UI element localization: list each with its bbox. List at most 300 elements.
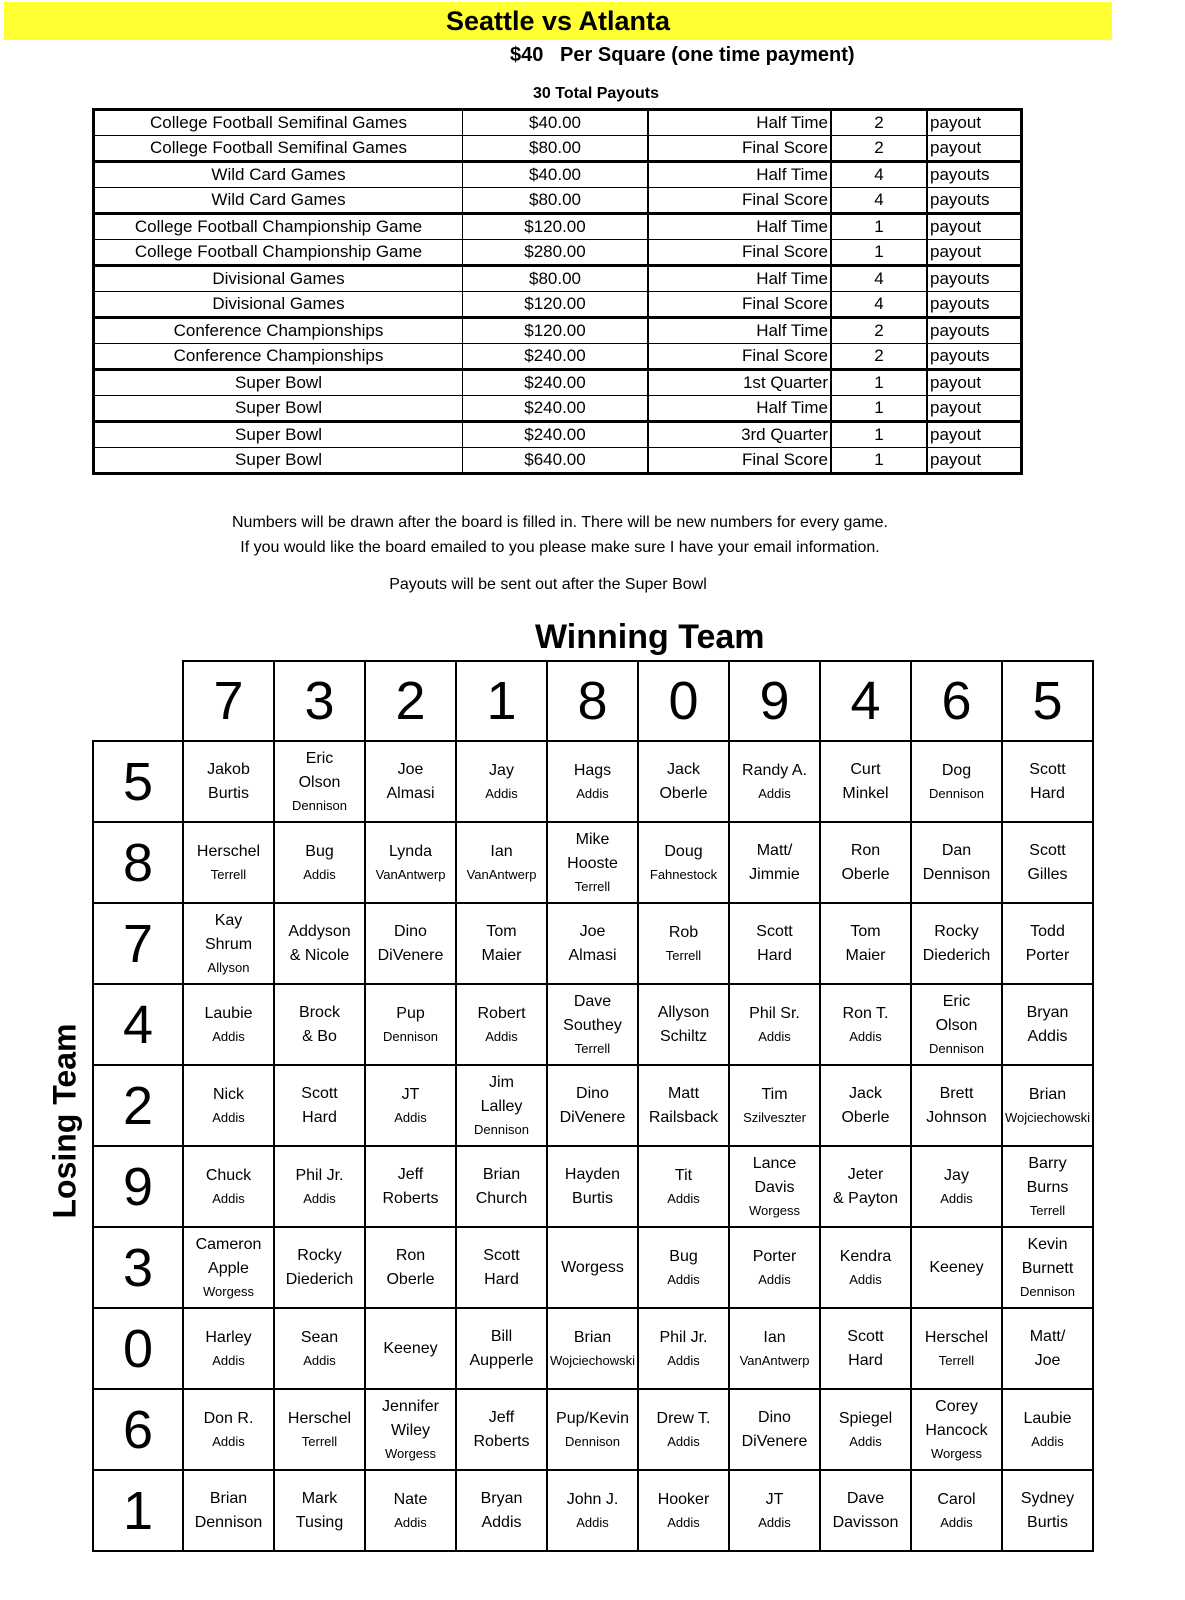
- square-name: Ron: [850, 841, 881, 859]
- square-name: Porter: [752, 1247, 797, 1265]
- payout-amount: $80.00: [463, 188, 649, 214]
- square[interactable]: [638, 1308, 729, 1389]
- square-name: Sydney: [1020, 1489, 1075, 1507]
- square-name: Hard: [302, 1108, 337, 1126]
- square-name: Carol: [937, 1490, 976, 1508]
- square[interactable]: [456, 903, 547, 984]
- square[interactable]: [183, 1470, 274, 1551]
- payout-game: Wild Card Games: [94, 162, 463, 188]
- square-name: Addis: [481, 1513, 522, 1531]
- board-row: [93, 903, 1093, 984]
- square-family: Addis: [667, 1514, 700, 1530]
- title-banner: [4, 2, 1112, 40]
- square-name: & Bo: [302, 1027, 337, 1045]
- square[interactable]: [365, 1389, 456, 1470]
- square-name: Jack: [667, 760, 700, 778]
- square-family: Addis: [849, 1433, 882, 1449]
- square[interactable]: [274, 984, 365, 1065]
- square-family: Addis: [485, 1028, 518, 1044]
- square-name: Hard: [848, 1351, 883, 1369]
- square[interactable]: [1002, 741, 1093, 822]
- square[interactable]: [729, 903, 820, 984]
- payout-row: [94, 240, 1022, 266]
- row-number: 8: [93, 822, 183, 903]
- square[interactable]: [911, 984, 1002, 1065]
- square[interactable]: [365, 1470, 456, 1551]
- square-family: Terrell: [301, 1433, 338, 1449]
- square-name: Robert: [477, 1004, 526, 1022]
- square-family: Addis: [303, 866, 336, 882]
- square[interactable]: [183, 984, 274, 1065]
- square-name: John J.: [566, 1490, 619, 1508]
- square-name: DiVenere: [559, 1108, 626, 1126]
- square-family: Allyson: [207, 959, 250, 975]
- square-name: Joe: [1034, 1351, 1061, 1369]
- square-name: JT: [765, 1490, 784, 1508]
- square[interactable]: [820, 1308, 911, 1389]
- square[interactable]: [365, 822, 456, 903]
- payout-when: Final Score: [648, 344, 831, 370]
- square-name: Aupperle: [469, 1351, 534, 1369]
- square-name: Roberts: [382, 1189, 439, 1207]
- payout-game: Conference Championships: [94, 318, 463, 344]
- payout-game: Divisional Games: [94, 292, 463, 318]
- square-name: & Nicole: [289, 946, 350, 964]
- square-family: Addis: [212, 1352, 245, 1368]
- payout-amount: $240.00: [463, 370, 649, 396]
- payout-game: Conference Championships: [94, 344, 463, 370]
- square-name: Phil Jr.: [659, 1328, 708, 1346]
- payout-when: Half Time: [648, 162, 831, 188]
- square[interactable]: [729, 1308, 820, 1389]
- column-number: 3: [274, 661, 365, 741]
- square[interactable]: [547, 1470, 638, 1551]
- square-family: Addis: [667, 1271, 700, 1287]
- square-name: Brock: [299, 1003, 340, 1021]
- square-name: Jim: [489, 1073, 514, 1091]
- square-name: Shrum: [204, 935, 253, 953]
- square-name: Brett: [939, 1084, 974, 1102]
- payout-game: Divisional Games: [94, 266, 463, 292]
- square-name: Oberle: [386, 1270, 435, 1288]
- square[interactable]: [911, 1065, 1002, 1146]
- square-name: Almasi: [386, 784, 435, 802]
- column-number: 4: [820, 661, 911, 741]
- square-family: Terrell: [665, 947, 702, 963]
- square-family: Addis: [849, 1028, 882, 1044]
- square[interactable]: [820, 1227, 911, 1308]
- square[interactable]: [456, 1065, 547, 1146]
- price-amount: $40: [510, 44, 544, 66]
- squares-board: [92, 660, 1094, 1552]
- payout-when: Half Time: [648, 110, 831, 136]
- square[interactable]: [547, 1389, 638, 1470]
- payout-count: 1: [831, 422, 927, 448]
- square[interactable]: [183, 903, 274, 984]
- square-name: Joe: [397, 760, 424, 778]
- board-row: [93, 1389, 1093, 1470]
- square[interactable]: [183, 822, 274, 903]
- square[interactable]: [638, 903, 729, 984]
- losing-team-label: Losing Team: [46, 1023, 83, 1219]
- square-name: Mark: [301, 1489, 338, 1507]
- square[interactable]: [820, 1470, 911, 1551]
- column-number: 2: [365, 661, 456, 741]
- square[interactable]: [1002, 1065, 1093, 1146]
- square[interactable]: [274, 1227, 365, 1308]
- square-family: Addis: [485, 785, 518, 801]
- square[interactable]: [365, 741, 456, 822]
- column-number: 7: [183, 661, 274, 741]
- square-name: Dennison: [922, 865, 991, 883]
- square-name: Southey: [563, 1016, 622, 1034]
- square-name: Phil Jr.: [295, 1166, 344, 1184]
- square-name: Davisson: [832, 1513, 899, 1531]
- square[interactable]: [183, 1308, 274, 1389]
- square[interactable]: [911, 1146, 1002, 1227]
- payout-count: 1: [831, 370, 927, 396]
- square-name: Burtis: [572, 1189, 613, 1207]
- square-name: Brian: [1028, 1085, 1067, 1103]
- payout-when: Half Time: [648, 396, 831, 422]
- payout-count: 2: [831, 136, 927, 162]
- square[interactable]: [274, 1470, 365, 1551]
- square[interactable]: [1002, 1389, 1093, 1470]
- square[interactable]: [456, 741, 547, 822]
- square[interactable]: [820, 1389, 911, 1470]
- payout-game: College Football Championship Game: [94, 240, 463, 266]
- square[interactable]: [638, 1470, 729, 1551]
- payout-amount: $240.00: [463, 396, 649, 422]
- payout-count: 2: [831, 318, 927, 344]
- column-number: 8: [547, 661, 638, 741]
- square-family: VanAntwerp: [739, 1352, 810, 1368]
- square-name: Schiltz: [659, 1027, 708, 1045]
- payout-count: 2: [831, 110, 927, 136]
- square[interactable]: [1002, 822, 1093, 903]
- square-name: Brian: [573, 1328, 612, 1346]
- payout-row: [94, 422, 1022, 448]
- square-family: VanAntwerp: [375, 866, 446, 882]
- square-name: Joe: [579, 922, 606, 940]
- square[interactable]: [911, 822, 1002, 903]
- square[interactable]: [911, 1227, 1002, 1308]
- square[interactable]: [547, 1227, 638, 1308]
- square[interactable]: [183, 1227, 274, 1308]
- square[interactable]: [911, 1389, 1002, 1470]
- square-name: Eric: [942, 992, 971, 1010]
- square[interactable]: [638, 741, 729, 822]
- square-name: Rocky: [934, 922, 979, 940]
- square[interactable]: [547, 1065, 638, 1146]
- page-title: Seattle vs Atlanta: [445, 6, 671, 36]
- square[interactable]: [729, 741, 820, 822]
- payout-amount: $80.00: [463, 266, 649, 292]
- square-name: Allyson: [657, 1003, 710, 1021]
- square-family: Addis: [394, 1109, 427, 1125]
- row-number: 4: [93, 984, 183, 1065]
- square-name: Porter: [1025, 946, 1070, 964]
- payout-when: Final Score: [648, 188, 831, 214]
- square[interactable]: [638, 984, 729, 1065]
- square[interactable]: [729, 1227, 820, 1308]
- square[interactable]: [1002, 984, 1093, 1065]
- square-name: Jeff: [397, 1165, 424, 1183]
- square[interactable]: [547, 741, 638, 822]
- square-family: Addis: [303, 1190, 336, 1206]
- square-name: Jimmie: [749, 865, 800, 883]
- square-name: Spiegel: [838, 1409, 893, 1427]
- square[interactable]: [274, 822, 365, 903]
- row-number: 3: [93, 1227, 183, 1308]
- square-name: Dan: [941, 841, 972, 859]
- square[interactable]: [1002, 1146, 1093, 1227]
- payout-game: College Football Championship Game: [94, 214, 463, 240]
- square-name: Curt: [850, 760, 881, 778]
- square[interactable]: [911, 1308, 1002, 1389]
- payout-count: 4: [831, 162, 927, 188]
- square[interactable]: [183, 1065, 274, 1146]
- board-row: [93, 1146, 1093, 1227]
- square-name: Maier: [845, 946, 886, 964]
- payout-count: 2: [831, 344, 927, 370]
- square-name: Laubie: [204, 1004, 253, 1022]
- square-name: Hayden: [564, 1165, 621, 1183]
- square-family: Dennison: [474, 1121, 529, 1137]
- square[interactable]: [820, 903, 911, 984]
- square-name: Ian: [490, 842, 513, 860]
- square-name: Kay: [214, 911, 243, 929]
- square-family: Worgess: [384, 1445, 437, 1461]
- square[interactable]: [820, 741, 911, 822]
- square-name: Burtis: [208, 784, 249, 802]
- square[interactable]: [820, 984, 911, 1065]
- square[interactable]: [456, 1308, 547, 1389]
- square[interactable]: [729, 984, 820, 1065]
- square[interactable]: [820, 822, 911, 903]
- square[interactable]: [183, 741, 274, 822]
- row-number: 5: [93, 741, 183, 822]
- square-family: Worgess: [748, 1202, 801, 1218]
- row-number: 0: [93, 1308, 183, 1389]
- square-name: Herschel: [196, 842, 261, 860]
- square-name: Jay: [489, 761, 514, 779]
- square[interactable]: [729, 822, 820, 903]
- square-name: Hags: [573, 761, 612, 779]
- square[interactable]: [729, 1065, 820, 1146]
- square-family: Addis: [576, 1514, 609, 1530]
- square[interactable]: [638, 822, 729, 903]
- square-name: Diederich: [922, 946, 991, 964]
- square-name: Johnson: [926, 1108, 987, 1126]
- square-name: Davis: [754, 1178, 795, 1196]
- square[interactable]: [729, 1146, 820, 1227]
- square-name: JT: [401, 1085, 420, 1103]
- square-family: Terrell: [574, 878, 611, 894]
- payout-row: [94, 188, 1022, 214]
- square[interactable]: [274, 903, 365, 984]
- square[interactable]: [456, 1146, 547, 1227]
- payout-count: 1: [831, 448, 927, 474]
- square-name: Don R.: [203, 1409, 254, 1427]
- square-family: Addis: [849, 1271, 882, 1287]
- square-family: Addis: [394, 1514, 427, 1530]
- square-name: Rocky: [297, 1246, 342, 1264]
- square[interactable]: [183, 1146, 274, 1227]
- square-name: Bryan: [1026, 1003, 1069, 1021]
- square[interactable]: [274, 1389, 365, 1470]
- square-family: Terrell: [938, 1352, 975, 1368]
- winning-team-label: Winning Team: [535, 618, 765, 656]
- square[interactable]: [638, 1389, 729, 1470]
- square-name: Corey: [935, 1397, 978, 1415]
- square[interactable]: [456, 984, 547, 1065]
- square-name: Hard: [757, 946, 792, 964]
- square-name: Brian: [209, 1489, 248, 1507]
- square[interactable]: [456, 822, 547, 903]
- payout-amount: $120.00: [463, 214, 649, 240]
- payout-unit: payouts: [927, 344, 1022, 370]
- square-family: Addis: [940, 1514, 973, 1530]
- square-name: Hancock: [925, 1421, 988, 1439]
- square-family: Addis: [576, 785, 609, 801]
- payout-row: [94, 266, 1022, 292]
- square[interactable]: [365, 1308, 456, 1389]
- square-family: Addis: [212, 1109, 245, 1125]
- payout-unit: payout: [930, 113, 982, 132]
- square[interactable]: [638, 1065, 729, 1146]
- square-name: Randy A.: [742, 761, 807, 779]
- square-name: Ron: [395, 1246, 426, 1264]
- square[interactable]: [911, 741, 1002, 822]
- square-name: Todd: [1030, 922, 1065, 940]
- square-family: Dennison: [383, 1028, 438, 1044]
- square[interactable]: [547, 1308, 638, 1389]
- square-name: Jack: [849, 1084, 882, 1102]
- payout-count: 1: [831, 214, 927, 240]
- square[interactable]: [1002, 1308, 1093, 1389]
- payout-when: Half Time: [648, 266, 831, 292]
- square-family: Terrell: [210, 866, 247, 882]
- column-number: 1: [456, 661, 547, 741]
- square-name: Cameron: [195, 1235, 262, 1253]
- payout-unit: payout: [927, 422, 1022, 448]
- row-number: 7: [93, 903, 183, 984]
- payout-when: Final Score: [648, 448, 831, 474]
- payout-unit: payouts: [927, 292, 1022, 318]
- square[interactable]: [365, 984, 456, 1065]
- square[interactable]: [274, 1065, 365, 1146]
- square[interactable]: [1002, 1470, 1093, 1551]
- square-family: Addis: [303, 1352, 336, 1368]
- square-name: Oberle: [659, 784, 708, 802]
- payout-when: Final Score: [648, 240, 831, 266]
- square[interactable]: [274, 741, 365, 822]
- row-number: 2: [93, 1065, 183, 1146]
- square[interactable]: [1002, 1227, 1093, 1308]
- column-number: 6: [911, 661, 1002, 741]
- square[interactable]: [547, 903, 638, 984]
- square[interactable]: [638, 1146, 729, 1227]
- square-name: Herschel: [287, 1409, 352, 1427]
- total-payouts: 30 Total Payouts: [533, 85, 659, 102]
- square[interactable]: [547, 822, 638, 903]
- row-number: 6: [93, 1389, 183, 1470]
- payout-row: [94, 162, 1022, 188]
- square[interactable]: [820, 1146, 911, 1227]
- square[interactable]: [1002, 903, 1093, 984]
- square[interactable]: [547, 984, 638, 1065]
- square[interactable]: [729, 1389, 820, 1470]
- row-number: 9: [93, 1146, 183, 1227]
- square-name: Dino: [576, 1084, 609, 1102]
- square-name: Kendra: [839, 1247, 892, 1265]
- square-name: Burns: [1026, 1178, 1069, 1196]
- square-name: Eric: [305, 749, 334, 767]
- square[interactable]: [365, 903, 456, 984]
- square-name: DiVenere: [741, 1432, 808, 1450]
- board-row: [93, 1470, 1093, 1551]
- square[interactable]: [638, 1227, 729, 1308]
- square-name: Bryan: [480, 1489, 523, 1507]
- row-number: 1: [93, 1470, 183, 1551]
- payout-game: College Football Semifinal Games: [94, 110, 463, 136]
- square[interactable]: [729, 1470, 820, 1551]
- square[interactable]: [183, 1389, 274, 1470]
- square[interactable]: [365, 1227, 456, 1308]
- square-name: Tit: [674, 1166, 693, 1184]
- square-name: Church: [475, 1189, 528, 1207]
- square[interactable]: [911, 903, 1002, 984]
- square-family: Terrell: [1029, 1202, 1066, 1218]
- square[interactable]: [456, 1227, 547, 1308]
- square-name: Nate: [393, 1490, 428, 1508]
- square-name: Addis: [1027, 1027, 1068, 1045]
- square-name: Burnett: [1021, 1259, 1074, 1277]
- payout-amount: $120.00: [463, 318, 649, 344]
- payout-count: 1: [831, 396, 927, 422]
- square-name: Mike: [575, 830, 610, 848]
- square-family: Terrell: [574, 1040, 611, 1056]
- square[interactable]: [820, 1065, 911, 1146]
- payout-table: [92, 108, 1023, 475]
- square-name: & Payton: [833, 1189, 898, 1207]
- payout-row: [94, 136, 1022, 162]
- payout-unit: payout: [927, 214, 1022, 240]
- square[interactable]: [365, 1146, 456, 1227]
- payout-unit: payout: [927, 448, 1022, 474]
- payout-count: 4: [831, 266, 927, 292]
- square[interactable]: [274, 1146, 365, 1227]
- square[interactable]: [365, 1065, 456, 1146]
- square[interactable]: [274, 1308, 365, 1389]
- square-name: Scott: [847, 1327, 884, 1345]
- square[interactable]: [456, 1389, 547, 1470]
- payout-row: [94, 214, 1022, 240]
- square-name: Scott: [483, 1246, 520, 1264]
- square-family: Wojciechowski: [549, 1352, 635, 1368]
- square-name: Tusing: [295, 1513, 344, 1531]
- square[interactable]: [547, 1146, 638, 1227]
- payout-game: Super Bowl: [94, 448, 463, 474]
- square-name: Pup/Kevin: [556, 1409, 629, 1427]
- square[interactable]: [456, 1470, 547, 1551]
- square[interactable]: [911, 1470, 1002, 1551]
- payout-amount: $40.00: [463, 110, 649, 136]
- payout-amount: $240.00: [463, 344, 649, 370]
- square-name: Scott: [1029, 841, 1066, 859]
- payout-count: 4: [831, 188, 927, 214]
